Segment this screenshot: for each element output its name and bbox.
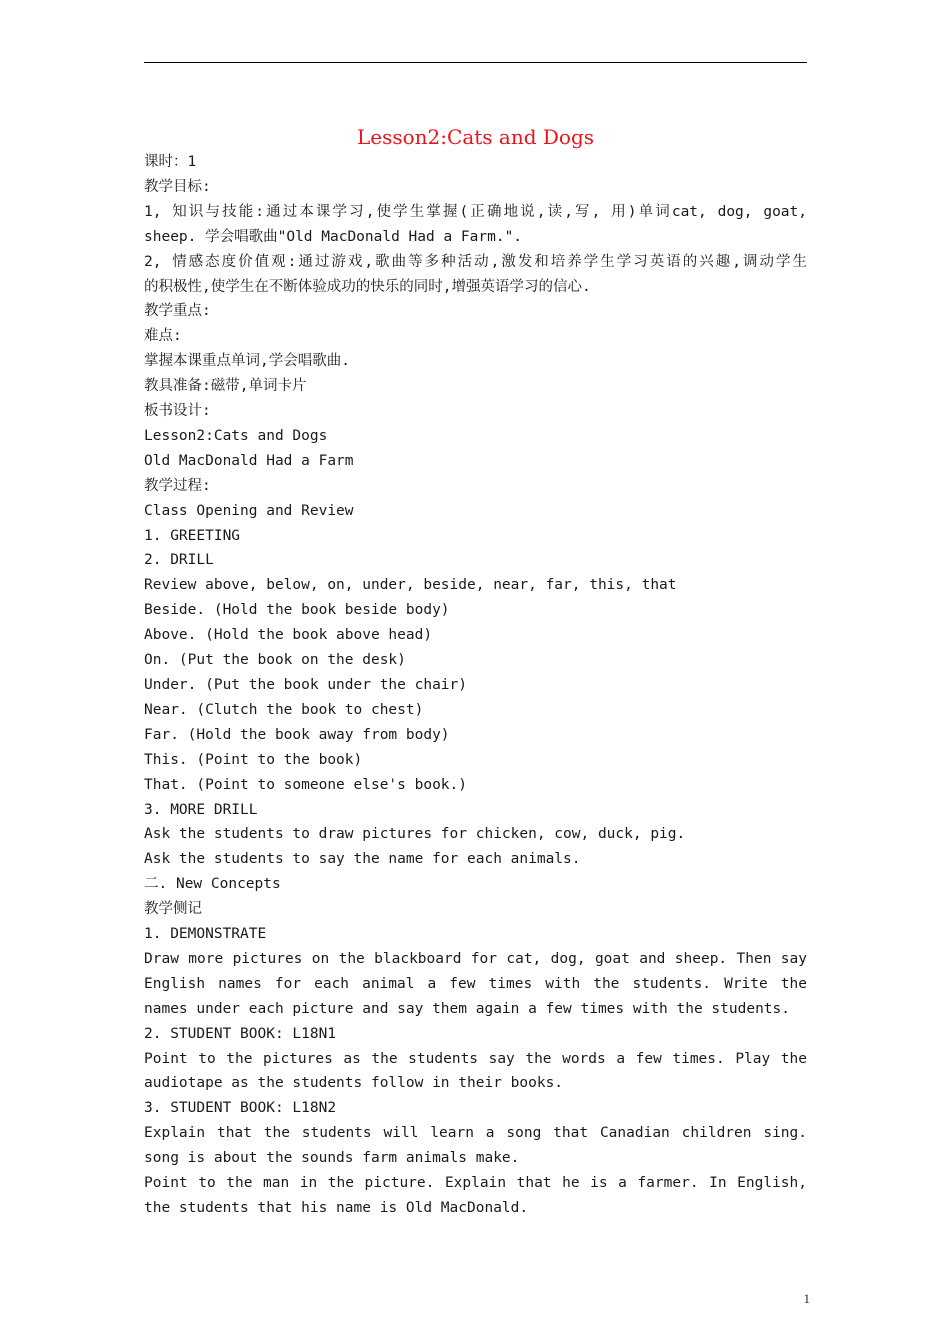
goal-1-line-2: sheep. 学会唱歌曲"Old MacDonald Had a Farm.".	[144, 228, 523, 245]
page-number: 1	[803, 1291, 810, 1306]
new-concepts-heading: 二. New Concepts	[144, 876, 281, 893]
student-book-1-step: 2. STUDENT BOOK: L18N1	[144, 1025, 337, 1042]
drill-item: Under. (Put the book under the chair)	[144, 677, 468, 693]
student-book-1-line-2: audiotape as the students follow in their books.	[144, 1075, 564, 1092]
student-book-1-line-1: Point to the pictures as the students say the words a few times. Play the	[144, 1050, 807, 1067]
more-drill-step: 3. MORE DRILL	[144, 801, 258, 818]
drill-item: Near. (Clutch the book to chest)	[144, 701, 424, 718]
board-design-heading: 板书设计:	[144, 403, 211, 420]
drill-item: That. (Point to someone else's book.)	[144, 776, 468, 793]
demonstrate-line-2: English names for each animal a few times with the students. Write the	[144, 975, 807, 992]
goal-2-line-1: 2, 情感态度价值观:通过游戏,歌曲等多种活动,激发和培养学生学习英语的兴趣,调动学生	[144, 253, 807, 270]
board-design-line-2: Old MacDonald Had a Farm	[144, 452, 354, 469]
difficulties-heading: 难点:	[144, 328, 182, 345]
board-design-line-1: Lesson2:Cats and Dogs	[144, 427, 328, 444]
drill-item: Far. (Hold the book away from body)	[144, 726, 450, 743]
more-drill-line-1: Ask the students to draw pictures for chicken, cow, duck, pig.	[144, 826, 686, 843]
lesson-title: Lesson2:Cats and Dogs	[356, 125, 595, 149]
teaching-notes-heading: 教学侧记	[144, 901, 202, 918]
class-opening-heading: Class Opening and Review	[144, 502, 354, 519]
demonstrate-step: 1. DEMONSTRATE	[144, 926, 267, 943]
demonstrate-line-1: Draw more pictures on the blackboard for cat, dog, goat and sheep. Then say	[144, 950, 807, 967]
student-book-2-step: 3. STUDENT BOOK: L18N2	[144, 1100, 337, 1117]
teaching-goals-heading: 教学目标:	[144, 178, 211, 195]
student-book-2-line-4: the students that his name is Old MacDonald.	[144, 1199, 529, 1216]
drill-item: Beside. (Hold the book beside body)	[144, 602, 450, 619]
class-hours-line: 课时：1	[144, 154, 197, 170]
drill-item: This. (Point to the book)	[144, 751, 363, 768]
student-book-2-line-3: Point to the man in the picture. Explain that he is a farmer. In English,	[144, 1175, 807, 1192]
drill-item: Above. (Hold the book above head)	[144, 627, 433, 644]
greeting-step: 1. GREETING	[144, 527, 241, 544]
lesson-body	[144, 150, 807, 1221]
goal-1-line-1: 1, 知识与技能:通过本课学习,使学生掌握(正确地说,读,写, 用)单词cat, dog, goat,	[144, 203, 807, 220]
teaching-aids-line: 教具准备:磁带,单词卡片	[144, 378, 307, 395]
student-book-2-line-2: song is about the sounds farm animals make.	[144, 1150, 520, 1167]
key-points-heading: 教学重点:	[144, 303, 211, 320]
difficulties-text: 掌握本课重点单词,学会唱歌曲.	[144, 353, 350, 370]
drill-step: 2. DRILL	[144, 552, 214, 569]
drill-item: On. (Put the book on the desk)	[144, 652, 406, 669]
more-drill-line-2: Ask the students to say the name for each animals.	[144, 851, 581, 868]
review-words-line: Review above, below, on, under, beside, near, far, this, that	[144, 577, 677, 594]
teaching-process-heading: 教学过程:	[144, 477, 211, 494]
demonstrate-line-3: names under each picture and say them again a few times with the students.	[144, 1000, 791, 1017]
header-rule	[144, 62, 807, 63]
goal-2-line-2: 的积极性,使学生在不断体验成功的快乐的同时,增强英语学习的信心.	[144, 278, 591, 295]
student-book-2-line-1: Explain that the students will learn a song that Canadian children sing.	[144, 1125, 807, 1142]
